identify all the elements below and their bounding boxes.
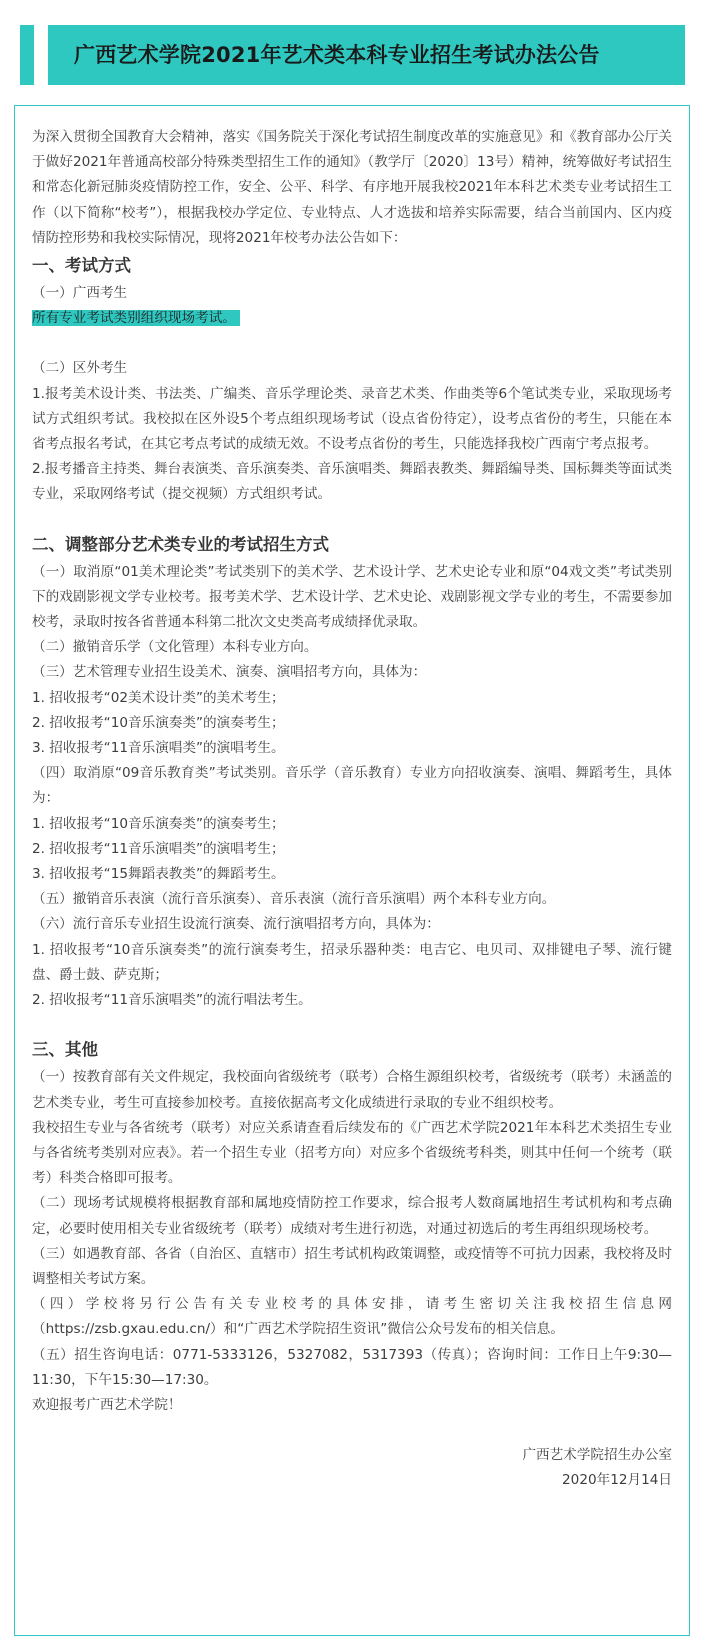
spacer (32, 331, 672, 356)
section2-line: 3. 招收报考“11音乐演唱类”的演唱考生。 (32, 740, 285, 757)
section2-line: 1. 招收报考“10音乐演奏类”的流行演奏考生，招录乐器种类：电吉它、电贝司、双排键电子琴、流行键盘、爵士鼓、萨克斯； (32, 941, 672, 983)
section2-line: （二）撤销音乐学（文化管理）本科专业方向。 (32, 639, 318, 656)
section1-heading: 一、考试方式 (32, 256, 131, 276)
section1-sub1-text (32, 306, 672, 331)
section2-line: （六）流行音乐专业招生设流行演奏、流行演唱招考方向，具体为： (32, 916, 440, 933)
section3-line: （二）现场考试规模将根据教育部和属地疫情防控工作要求，综合报考人数商属地招生考试机构和考点确定，必要时使用相关专业省级统考（联考）成绩对考生进行初选，对通过初选后的考生再组织现场校考。 (32, 1195, 672, 1237)
section3-line: （五）招生咨询电话：0771-5333126，5327082，5317393（传真）；咨询时间：工作日上午9:30—11:30，下午15:30—17:30。 (32, 1346, 672, 1388)
spacer (32, 1418, 672, 1443)
section2-line: （四）取消原“09音乐教育类”考试类别。音乐学（音乐教育）专业方向招收演奏、演唱、舞蹈考生，具体为： (32, 765, 672, 807)
intro-paragraph: 为深入贯彻全国教育大会精神，落实《国务院关于深化考试招生制度改革的实施意见》和《教育部办公厅关于做好2021年普通高校部分特殊类型招生工作的通知》（教学厅〔2020〕13号）精神，统筹做好考试招生和常态化新冠肺炎疫情防控工作，安全、公平、科学、有序地开展我校2021年本科艺术类专业考试招生工作（以下简称“校考”），根据我校办学定位、专业特点、人才选拔和培养实际需要，结合当前国内、区内疫情防控形势和我校实际情况，现将2021年校考办法公告如下： (32, 129, 672, 246)
highlighted-text: 所有专业考试类别组织现场考试。 (32, 310, 240, 326)
section2-line: 2. 招收报考“11音乐演唱类”的演唱考生； (32, 840, 285, 857)
signature-office: 广西艺术学院招生办公室 (522, 1447, 672, 1464)
section1-item2: 2.报考播音主持类、舞台表演类、音乐演奏类、音乐演唱类、舞蹈表教类、舞蹈编导类、国标舞类等面试类专业，采取网络考试（提交视频）方式组织考试。 (32, 461, 672, 503)
section1-sub1-title: （一）广西考生 (32, 285, 128, 302)
section3-line: （四）学校将另行公告有关专业校考的具体安排，请考生密切关注我校招生信息网（https://zsb.gxau.edu.cn/）和“广西艺术学院招生资讯”微信公众号发布的相关信息。 (32, 1296, 672, 1338)
section3-heading: 三、其他 (32, 1040, 98, 1060)
signature-date: 2020年12月14日 (562, 1472, 672, 1489)
section2-line: （三）艺术管理专业招生设美术、演奏、演唱招考方向，具体为： (32, 664, 427, 681)
section2-line: 2. 招收报考“11音乐演唱类”的流行唱法考生。 (32, 992, 312, 1009)
section3-line: （一）按教育部有关文件规定，我校面向省级统考（联考）合格生源组织校考，省级统考（联考）未涵盖的艺术类专业，考生可直接参加校考。直接依据高考文化成绩进行录取的专业不组织校考。 (32, 1069, 672, 1111)
article-body (32, 125, 672, 1494)
spacer (32, 508, 672, 530)
header-title-box (48, 25, 685, 85)
section2-line: （五）撤销音乐表演（流行音乐演奏）、音乐表演（流行音乐演唱）两个本科专业方向。 (32, 891, 556, 908)
section2-heading: 二、调整部分艺术类专业的考试招生方式 (32, 534, 329, 554)
spacer (32, 1013, 672, 1035)
page-title: 广西艺术学院2021年艺术类本科专业招生考试办法公告 (74, 43, 600, 67)
header-accent-bar (20, 25, 34, 85)
section3-line: 欢迎报考广西艺术学院！ (32, 1396, 182, 1413)
section1-sub2-title: （二）区外考生 (32, 360, 128, 377)
section2-line: 1. 招收报考“02美术设计类”的美术考生； (32, 689, 285, 706)
section2-line: 3. 招收报考“15舞蹈表教类”的舞蹈考生。 (32, 866, 285, 883)
section2-line: 1. 招收报考“10音乐演奏类”的演奏考生； (32, 815, 285, 832)
header (20, 25, 685, 85)
section2-line: 2. 招收报考“10音乐演奏类”的演奏考生； (32, 714, 285, 731)
section2-line: （一）取消原“01美术理论类”考试类别下的美术学、艺术设计学、艺术史论专业和原“04戏文类”考试类别下的戏剧影视文学专业校考。报考美术学、艺术设计学、艺术史论、戏剧影视文学专业的考生，不需要参加校考，录取时按各省普通本科第二批次文史类高考成绩择优录取。 (32, 563, 672, 631)
section3-line: 我校招生专业与各省统考（联考）对应关系请查看后续发布的《广西艺术学院2021年本科艺术类招生专业与各省统考类别对应表》。若一个招生专业（招考方向）对应多个省级统考科类，则其中任何一个统考（联考）科类合格即可报考。 (32, 1119, 672, 1187)
section1-item1: 1.报考美术设计类、书法类、广编类、音乐学理论类、录音艺术类、作曲类等6个笔试类专业，采取现场考试方式组织考试。我校拟在区外设5个考点组织现场考试（设点省份待定），设考点省份的考生，只能在本省考点报名考试，在其它考点考试的成绩无效。不设考点省份的考生，只能选择我校广西南宁考点报考。 (32, 385, 672, 453)
section3-line: （三）如遇教育部、各省（自治区、直辖市）招生考试机构政策调整，或疫情等不可抗力因素，我校将及时调整相关考试方案。 (32, 1245, 672, 1287)
